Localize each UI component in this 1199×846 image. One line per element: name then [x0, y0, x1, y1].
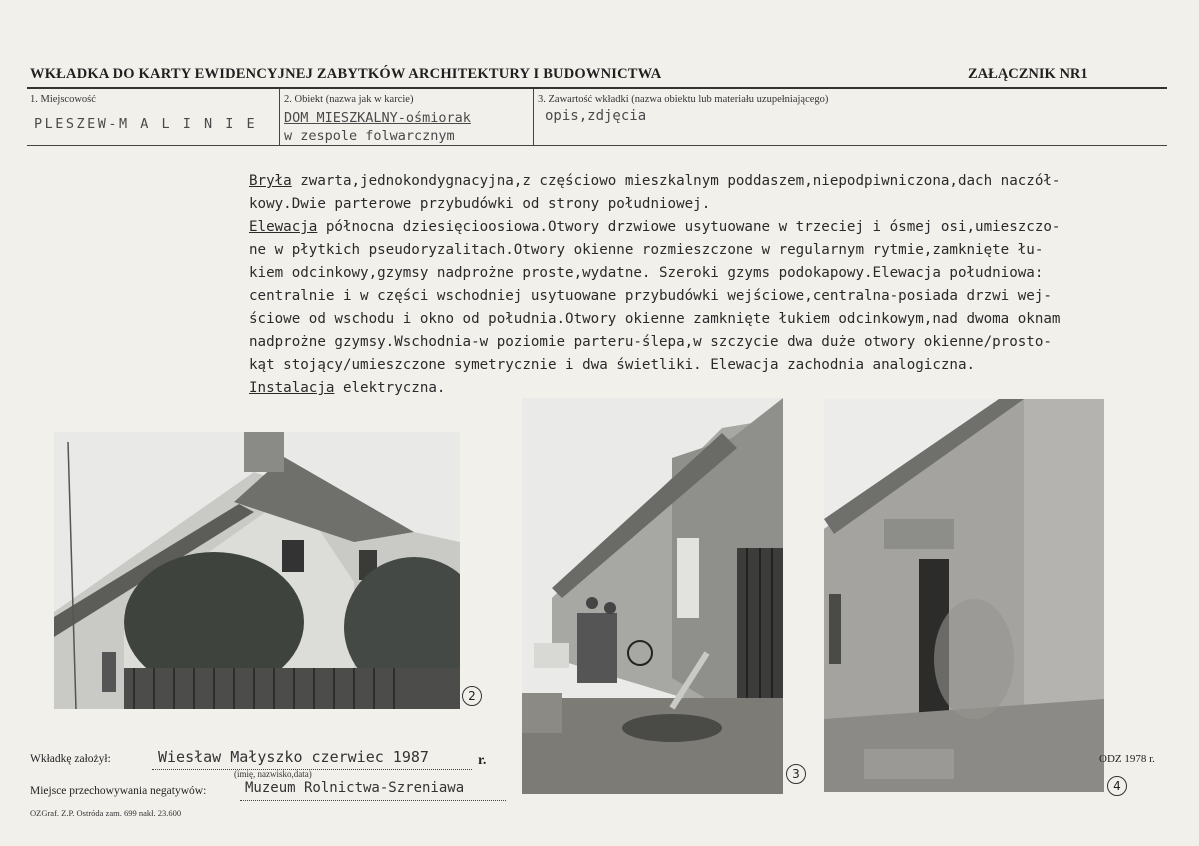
description-line: nadprożne gzymsy.Wschodnia-w poziomie parteru-ślepa,w szczycie dwa duże otwory okienne/prosto- [249, 334, 1052, 350]
storage-line [240, 800, 506, 801]
object-value-line1: DOM MIESZKALNY-ośmiorak [284, 110, 471, 126]
photo-number-badge: 4 [1107, 776, 1127, 796]
description-heading: Instalacja [249, 380, 335, 396]
storage-value: Muzeum Rolnictwa-Szreniawa [245, 780, 465, 796]
made-by-suffix: r. [478, 753, 487, 768]
description-heading: Elewacja [249, 219, 318, 235]
photo-street-facade [522, 398, 783, 794]
description-line: ściowe od wschodu i okno od południa.Otwory okienne zamknięte łukiem odcinkowym,nad dwoma oknam [249, 311, 1061, 327]
locality-label: 1. Miejscowość [30, 94, 96, 105]
column-divider [279, 89, 280, 146]
photo-number-badge: 3 [786, 764, 806, 784]
contents-label: 3. Zawartość wkładki (nazwa obiektu lub materiału uzupełniającego) [538, 94, 829, 105]
locality-value: PLESZEW-M A L I N I E [34, 116, 258, 132]
description-line: kiem odcinkowy,gzymsy nadprożne proste,wydatne. Szeroki gzyms podokapowy.Elewacja południowa: [249, 265, 1044, 281]
contents-value: opis,zdjęcia [545, 108, 647, 124]
odz-mark: ODZ 1978 r. [1099, 753, 1155, 765]
description-fragment: północna dziesięcioosiowa.Otwory drzwiowe usytuowane w trzeciej i ósmej osi,umieszczo- [317, 219, 1061, 235]
photo-number-badge: 2 [462, 686, 482, 706]
description-fragment: elektryczna. [334, 380, 446, 396]
description-line: kowy.Dwie parterowe przybudówki od strony południowej. [249, 196, 711, 212]
made-by-hint: (imię, nazwisko,data) [234, 769, 312, 779]
object-value-line2: w zespole folwarcznym [284, 128, 455, 144]
object-label: 2. Obiekt (nazwa jak w karcie) [284, 94, 414, 105]
fields-rule [27, 145, 1167, 146]
description-text [249, 170, 1199, 400]
column-divider [533, 89, 534, 146]
printer-imprint: OZGraf. Z.P. Ostróda zam. 699 nakł. 23.600 [30, 808, 182, 818]
annex-label: ZAŁĄCZNIK NR1 [968, 66, 1088, 82]
description-line: centralnie i w części wschodniej usytuowane przybudówki wejściowe,centralna-posiada drzwi wej- [249, 288, 1052, 304]
description-line [249, 170, 1199, 193]
description-line: kąt stojący/umieszczone symetrycznie i dwa świetliki. Elewacja zachodnia analogiczna. [249, 357, 976, 373]
made-by-line [152, 769, 472, 770]
made-by-value: Wiesław Małyszko czerwiec 1987 [158, 748, 429, 766]
form-title: WKŁADKA DO KARTY EWIDENCYJNEJ ZABYTKÓW ARCHITEKTURY I BUDOWNICTWA [30, 66, 662, 82]
description-fragment: zwarta,jednokondygnacyjna,z częściowo mieszkalnym poddaszem,niepodpiwniczona,dach naczół- [291, 173, 1061, 189]
made-by-label: Wkładkę założył: [30, 753, 111, 765]
photo-doorway-detail [824, 399, 1104, 792]
description-line [249, 377, 1199, 400]
description-line [249, 216, 1199, 239]
photo-house-gable [54, 432, 460, 709]
header-rule [27, 87, 1167, 89]
description-heading: Bryła [249, 173, 292, 189]
description-line: ne w płytkich pseudoryzalitach.Otwory okienne rozmieszczone w regularnym rytmie,zamknięte łu- [249, 242, 1044, 258]
object-value [284, 109, 471, 145]
storage-label: Miejsce przechowywania negatywów: [30, 785, 207, 797]
